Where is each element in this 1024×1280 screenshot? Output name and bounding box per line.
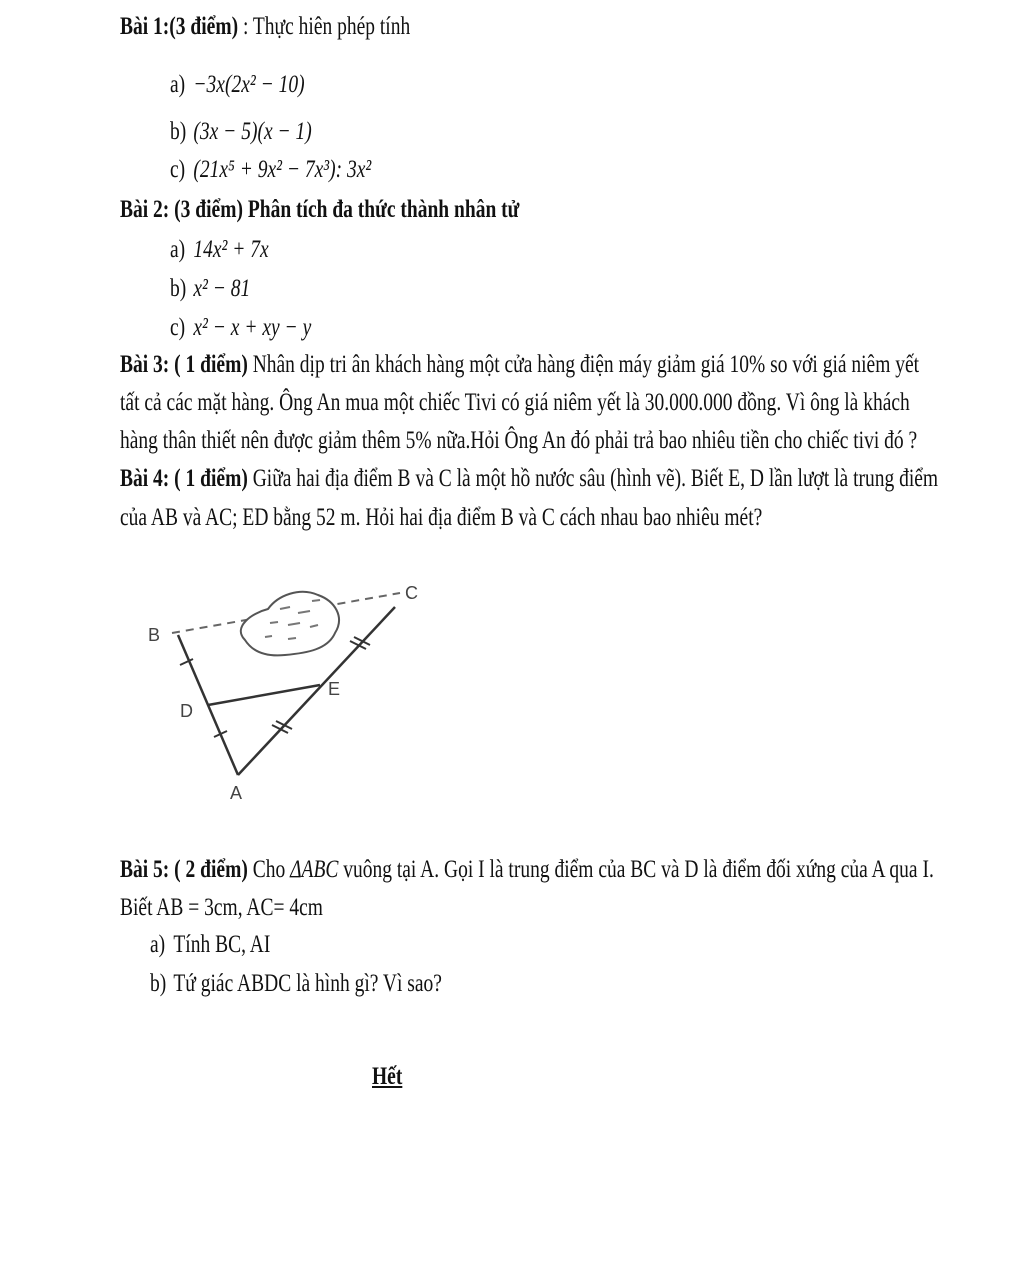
lake-triangle-figure [120, 565, 450, 810]
point-label-a: A [230, 783, 243, 803]
bai4-line-1 [120, 464, 938, 494]
bai4-line-2: của AB và AC; ED bằng 52 m. Hỏi hai địa điểm B và C cách nhau bao nhiêu mét? [120, 504, 763, 531]
bai1-item-c [170, 155, 371, 185]
bai3-title: Bài 3: ( 1 điểm) [120, 351, 248, 378]
bai5-item-b [150, 969, 442, 999]
bai4-text: Giữa hai địa điểm B và C là một hồ nước sâu (hình vẽ). Biết E, D lần lượt là trung điểm [247, 465, 939, 492]
bai1-desc: : Thực hiên phép tính [238, 13, 411, 40]
bai4-title: Bài 4: ( 1 điểm) [120, 465, 248, 492]
lake-shape [241, 592, 339, 656]
bai1-item-b [170, 117, 312, 147]
item-label: a) [170, 236, 186, 263]
bai5-title: Bài 5: ( 2 điểm) [120, 856, 248, 883]
bai2-item-a [170, 235, 269, 265]
item-label: b) [170, 118, 187, 145]
segment-de [208, 685, 320, 705]
bai1-heading [120, 12, 410, 42]
bai5-item-a [150, 930, 270, 960]
item-label: a) [150, 931, 166, 958]
bai3-line-2: tất cả các mặt hàng. Ông An mua một chiếc Tivi có giá niêm yết là 30.000.000 đồng. Vì ông là khách [120, 389, 910, 416]
point-label-d: D [180, 701, 193, 721]
bai1-title: Bài 1:(3 điểm) [120, 13, 239, 40]
bai3-line-1 [120, 350, 919, 380]
point-label-b: B [148, 625, 161, 645]
bai2-title: Bài 2: (3 điểm) Phân tích đa thức thành nhân tử [120, 196, 520, 223]
bai3-line-3: hàng thân thiết nên được giảm thêm 5% nữa.Hỏi Ông An đó phải trả bao nhiêu tiền cho chiếc tivi đó ? [120, 427, 918, 454]
item-text: Tứ giác ABDC là hình gì? Vì sao? [173, 970, 442, 997]
math-expression: (3x − 5)(x − 1) [193, 118, 312, 145]
bai5-text-post: vuông tại A. Gọi I là trung điểm của BC và D là điểm đối xứng của A qua I. [338, 856, 934, 883]
bai1-item-a [170, 70, 305, 100]
item-label: b) [170, 275, 187, 302]
bai5-triangle: ΔABC [290, 856, 339, 883]
bai5-line-2: Biết AB = 3cm, AC= 4cm [120, 894, 323, 921]
point-label-c: C [405, 583, 418, 603]
item-label: b) [150, 970, 167, 997]
point-label-e: E [328, 679, 341, 699]
end-marker: Hết [372, 1063, 403, 1090]
math-expression: (21x⁵ + 9x² − 7x³): 3x² [193, 156, 372, 183]
item-label: a) [170, 71, 186, 98]
math-expression: x² − 81 [193, 275, 251, 302]
math-expression: x² − x + xy − y [193, 314, 312, 341]
item-text: Tính BC, AI [173, 931, 271, 958]
bai3-text: Nhân dịp tri ân khách hàng một cửa hàng điện máy giảm giá 10% so với giá niêm yết [247, 351, 920, 378]
item-label: c) [170, 314, 186, 341]
bai5-line-1 [120, 855, 934, 885]
item-label: c) [170, 156, 186, 183]
bai2-item-b [170, 274, 250, 304]
math-expression: −3x(2x² − 10) [193, 71, 305, 98]
bai2-item-c [170, 313, 311, 343]
bai5-text-pre: Cho [247, 856, 291, 883]
math-expression: 14x² + 7x [193, 236, 269, 263]
